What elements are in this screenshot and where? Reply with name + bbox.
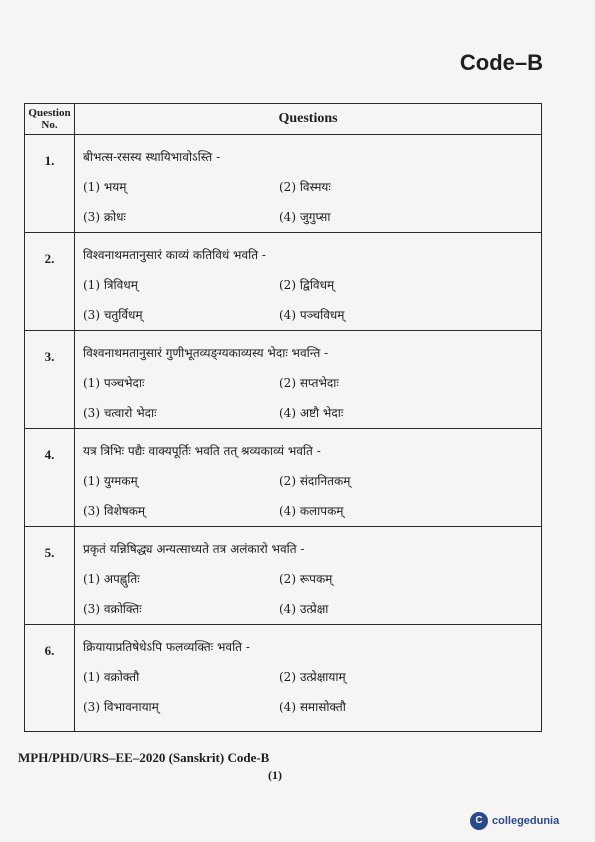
question-body [75,331,541,428]
option-2: (2) सप्तभेदाः [279,376,339,390]
question-text: प्रकृतं यन्निषिद्ध्य अन्यत्साध्यते तत्र अलंकारो भवति - [83,542,305,556]
option-2: (2) उत्प्रेक्षायाम् [279,670,346,684]
question-text: क्रियायाप्रतिषेधेऽपि फलव्यक्तिः भवति - [83,640,250,654]
options-grid [83,374,541,421]
question-number: 5. [25,527,75,624]
question-row [25,135,541,233]
options-grid [83,276,541,323]
questions-table [24,103,542,732]
logo-mark-icon: C [470,812,488,830]
option-3: (3) विशेषकम् [83,504,146,518]
collegedunia-logo [470,812,559,830]
question-row [25,233,541,331]
option-3: (3) चतुर्विधम् [83,308,143,322]
question-row [25,331,541,429]
option-1: (1) युग्मकम् [83,474,138,488]
option-3: (3) क्रोधः [83,210,126,224]
header-questions: Questions [278,111,338,126]
question-row [25,625,541,731]
question-number: 2. [25,233,75,330]
option-4: (4) उत्प्रेक्षा [279,602,329,616]
option-4: (4) कलापकम् [279,504,344,518]
code-label: Code–B [459,50,543,75]
question-text: बीभत्स-रसस्य स्थायिभावोऽस्ति - [83,150,221,164]
table-header [25,104,541,135]
question-number: 1. [25,135,75,232]
logo-text: collegedunia [492,815,560,827]
option-2: (2) विस्मयः [279,180,331,194]
header-question-no: Question No. [25,104,75,134]
question-number: 4. [25,429,75,526]
question-text: यत्र त्रिभिः पद्यैः वाक्यपूर्तिः भवति तत् श्रव्यकाव्यं भवति - [83,444,321,458]
question-row [25,429,541,527]
question-body [75,135,541,232]
option-2: (2) द्विविधम् [279,278,335,292]
option-3: (3) चत्वारो भेदाः [83,406,157,420]
page-number: (1) [268,768,282,782]
option-1: (1) भयम् [83,180,127,194]
option-1: (1) वक्रोक्तौ [83,670,140,684]
question-number: 3. [25,331,75,428]
option-1: (1) अपह्नुतिः [83,572,140,586]
option-4: (4) समासोक्तौ [279,700,346,714]
question-number: 6. [25,625,75,731]
question-body [75,527,541,624]
option-4: (4) पञ्चविधम् [279,308,345,322]
question-text: विश्वनाथमतानुसारं गुणीभूतव्यङ्ग्यकाव्यस्य भेदाः भवन्ति - [83,346,329,360]
option-4: (4) जुगुप्सा [279,210,331,224]
footer-code: MPH/PHD/URS–EE–2020 (Sanskrit) Code-B [18,750,270,765]
option-2: (2) रूपकम् [279,572,333,586]
options-grid [83,668,541,715]
options-grid [83,570,541,617]
option-1: (1) पञ्चभेदाः [83,376,145,390]
option-4: (4) अष्टौ भेदाः [279,406,344,420]
question-body [75,429,541,526]
options-grid [83,178,541,225]
option-2: (2) संदानितकम् [279,474,351,488]
question-body [75,625,541,731]
option-3: (3) विभावनायाम् [83,700,159,714]
option-3: (3) वक्रोक्तिः [83,602,142,616]
question-text: विश्वनाथमतानुसारं काव्यं कतिविधं भवति - [83,248,266,262]
question-body [75,233,541,330]
options-grid [83,472,541,519]
question-row [25,527,541,625]
option-1: (1) त्रिविधम् [83,278,138,292]
